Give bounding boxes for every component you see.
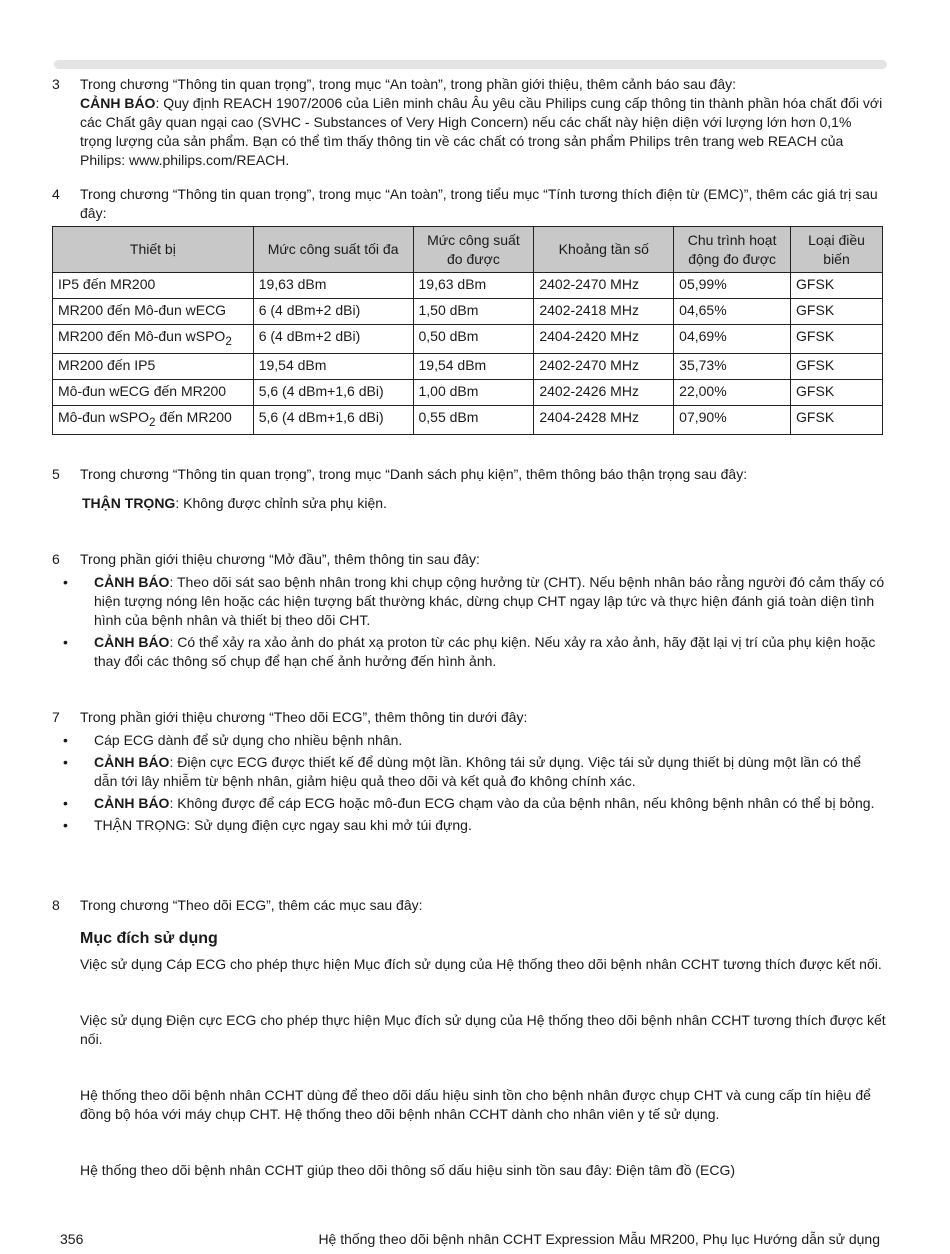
caution-label: THẬN TRỌNG [82,495,176,511]
col-header-max-power: Mức công suất tối đa [253,227,413,273]
warning-text: : Có thể xảy ra xảo ảnh do phát xạ proton từ các phụ kiện. Nếu xảy ra xảo ảnh, hãy đặt lại vị trí của phụ kiện hoặc thay đổi các thông số chụp để hạn chế ảnh hưởng đến hình ảnh. [94,634,876,669]
cell-modulation: GFSK [791,353,883,379]
cell-max-power: 6 (4 dBm+2 dBi) [253,325,413,354]
section-4 [52,185,887,435]
warning-text: : Không được để cáp ECG hoặc mô-đun ECG chạm vào da của bệnh nhân, nếu không bệnh nhân có thể bị bỏng. [169,795,875,811]
cell-measured-power: 19,54 dBm [413,353,534,379]
cell-measured-power: 0,50 dBm [413,325,534,354]
cell-measured-power: 1,00 dBm [413,379,534,405]
cell-measured-power: 0,55 dBm [413,405,534,434]
cell-modulation: GFSK [791,405,883,434]
cell-device-text: Mô-đun wSPO [58,408,150,425]
warning-text: : Theo dõi sát sao bệnh nhân trong khi chụp cộng hưởng từ (CHT). Nếu bệnh nhân báo rằng người đó cảm thấy có hiện tượng nóng lên hoặc các hiện tượng bất thường khác, dừng chụp CHT ngay lập tức và thực hiện đánh giá toàn diện tình hình của bệnh nhân và thiết bị theo dõi CHT. [94,574,885,628]
section-6 [52,550,887,674]
section-intro: Trong chương “Thông tin quan trọng”, trong mục “An toàn”, trong phần giới thiệu, thêm cảnh báo sau đây: [80,76,737,92]
cell-duty-cycle: 35,73% [674,353,791,379]
section-number: 8 [52,897,60,913]
cell-measured-power: 19,63 dBm [413,273,534,299]
section-intro: Trong phần giới thiệu chương “Theo dõi ECG”, thêm thông tin dưới đây: [80,709,528,725]
table-row [53,379,883,405]
cell-device: IP5 đến MR200 [53,273,254,299]
cell-modulation: GFSK [791,379,883,405]
footer-title: Hệ thống theo dõi bệnh nhân CCHT Expression Mẫu MR200, Phụ lục Hướng dẫn sử dụng [318,1231,880,1247]
cell-device-text: MR200 đến Mô-đun wSPO [58,328,226,344]
warning-text: : Quy định REACH 1907/2006 của Liên minh châu Âu yêu cầu Philips cung cấp thông tin thành phần hóa chất đối với các Chất gây quan ngại cao (SVHC - Substances of Very High Concern) nếu các chất này hiện diện với lượng lớn hơn 0,1% trọng lượng của sản phẩm. Bạn có thể tìm thấy thông tin về các chất có trong sản phẩm Philips trên trang web REACH của Philips: www.philips.com/REACH. [80,95,883,168]
warning-label: CẢNH BÁO [94,754,170,770]
cell-frequency: 2402-2470 MHz [534,273,674,299]
list-item [52,816,887,835]
bullet-icon: • [63,634,68,650]
section-number: 3 [52,76,60,92]
cell-device: MR200 đến IP5 [53,353,254,379]
subscript: 2 [225,334,232,348]
item-text: Cáp ECG dành để sử dụng cho nhiều bệnh nhân. [94,732,403,748]
section-intro: Trong chương “Thông tin quan trọng”, trong mục “An toàn”, trong tiểu mục “Tính tương thích điện từ (EMC)”, thêm các giá trị sau đây: [80,186,878,221]
cell-device [53,325,254,354]
bullet-list [52,731,887,835]
warning-label: CẢNH BÁO [94,795,170,811]
paragraph: Hệ thống theo dõi bệnh nhân CCHT dùng để theo dõi dấu hiệu sinh tồn cho bệnh nhân được chụp CHT và cung cấp tín hiệu để đồng bộ hóa với máy chụp CHT. Hệ thống theo dõi bệnh nhân CCHT dành cho nhân viên y tế sử dụng. [80,1087,871,1122]
cell-max-power: 19,54 dBm [253,353,413,379]
section-5 [52,465,887,513]
cell-measured-power: 1,50 dBm [413,299,534,325]
page-number: 356 [60,1231,84,1247]
table-row [53,273,883,299]
bullet-icon: • [63,817,68,833]
bullet-icon: • [63,795,68,811]
cell-duty-cycle: 07,90% [674,405,791,434]
list-item [52,573,887,630]
cell-duty-cycle: 05,99% [674,273,791,299]
table-header-row [53,227,883,273]
warning-label: CẢNH BÁO [94,574,170,590]
col-header-measured-power: Mức công suất đo được [413,227,534,273]
emc-table [52,226,883,435]
table-row [53,405,883,434]
warning-label: CẢNH BÁO [80,95,156,111]
table-row [53,353,883,379]
paragraph: Việc sử dụng Cáp ECG cho phép thực hiện Mục đích sử dụng của Hệ thống theo dõi bệnh nhân CCHT tương thích được kết nối. [80,956,882,972]
list-item [52,794,887,813]
section-3 [52,75,887,170]
section-number: 4 [52,186,60,202]
cell-modulation: GFSK [791,273,883,299]
subscript: 2 [149,415,156,429]
paragraph: Hệ thống theo dõi bệnh nhân CCHT giúp theo dõi thông số dấu hiệu sinh tồn sau đây: Điện tâm đồ (ECG) [80,1162,736,1178]
section-8 [52,896,887,1180]
cell-max-power: 5,6 (4 dBm+1,6 dBi) [253,405,413,434]
caution-note [82,494,887,513]
cell-frequency: 2402-2470 MHz [534,353,674,379]
cell-device: MR200 đến Mô-đun wECG [53,299,254,325]
cell-max-power: 6 (4 dBm+2 dBi) [253,299,413,325]
intended-use-heading: Mục đích sử dụng [80,930,218,947]
cell-device-text: đến MR200 [155,408,232,425]
bullet-icon: • [63,754,68,770]
cell-device: Mô-đun wECG đến MR200 [53,379,254,405]
cell-max-power: 5,6 (4 dBm+1,6 dBi) [253,379,413,405]
cell-device [53,405,254,434]
section-intro: Trong chương “Theo dõi ECG”, thêm các mục sau đây: [80,897,423,913]
warning-reach [80,94,887,170]
bullet-icon: • [63,732,68,748]
section-number: 5 [52,466,60,482]
section-intro: Trong chương “Thông tin quan trọng”, trong mục “Danh sách phụ kiện”, thêm thông báo thận trọng sau đây: [80,466,748,482]
paragraph: Việc sử dụng Điện cực ECG cho phép thực hiện Mục đích sử dụng của Hệ thống theo dõi bệnh nhân CCHT tương thích được kết nối. [80,1012,886,1047]
col-header-modulation: Loại điều biến [791,227,883,273]
bullet-list [52,573,887,671]
cell-duty-cycle: 22,00% [674,379,791,405]
cell-max-power: 19,63 dBm [253,273,413,299]
section-7 [52,708,887,838]
list-item [52,633,887,671]
cell-modulation: GFSK [791,299,883,325]
section-intro: Trong phần giới thiệu chương “Mở đầu”, thêm thông tin sau đây: [80,551,480,567]
header-bar [54,60,887,69]
col-header-duty-cycle: Chu trình hoạt động đo được [674,227,791,273]
warning-text: : Điện cực ECG được thiết kế để dùng một lần. Không tái sử dụng. Việc tái sử dụng thiết bị dùng một lần có thể dẫn tới lây nhiễm từ bệnh nhân, giảm hiệu quả theo dõi và kết quả đo không chính xác. [94,754,862,789]
list-item [52,731,887,750]
cell-frequency: 2404-2428 MHz [534,405,674,434]
section-number: 7 [52,709,60,725]
cell-duty-cycle: 04,65% [674,299,791,325]
warning-label: CẢNH BÁO [94,634,170,650]
list-item [52,753,887,791]
cell-frequency: 2404-2420 MHz [534,325,674,354]
bullet-icon: • [63,574,68,590]
cell-duty-cycle: 04,69% [674,325,791,354]
cell-frequency: 2402-2418 MHz [534,299,674,325]
section-number: 6 [52,551,60,567]
table-row [53,299,883,325]
caution-text: : Không được chỉnh sửa phụ kiện. [175,495,387,511]
item-text: THẬN TRỌNG: Sử dụng điện cực ngay sau khi mở túi đựng. [94,817,472,833]
cell-modulation: GFSK [791,325,883,354]
col-header-frequency: Khoảng tần số [534,227,674,273]
table-row [53,325,883,354]
col-header-device: Thiết bị [53,227,254,273]
cell-frequency: 2402-2426 MHz [534,379,674,405]
